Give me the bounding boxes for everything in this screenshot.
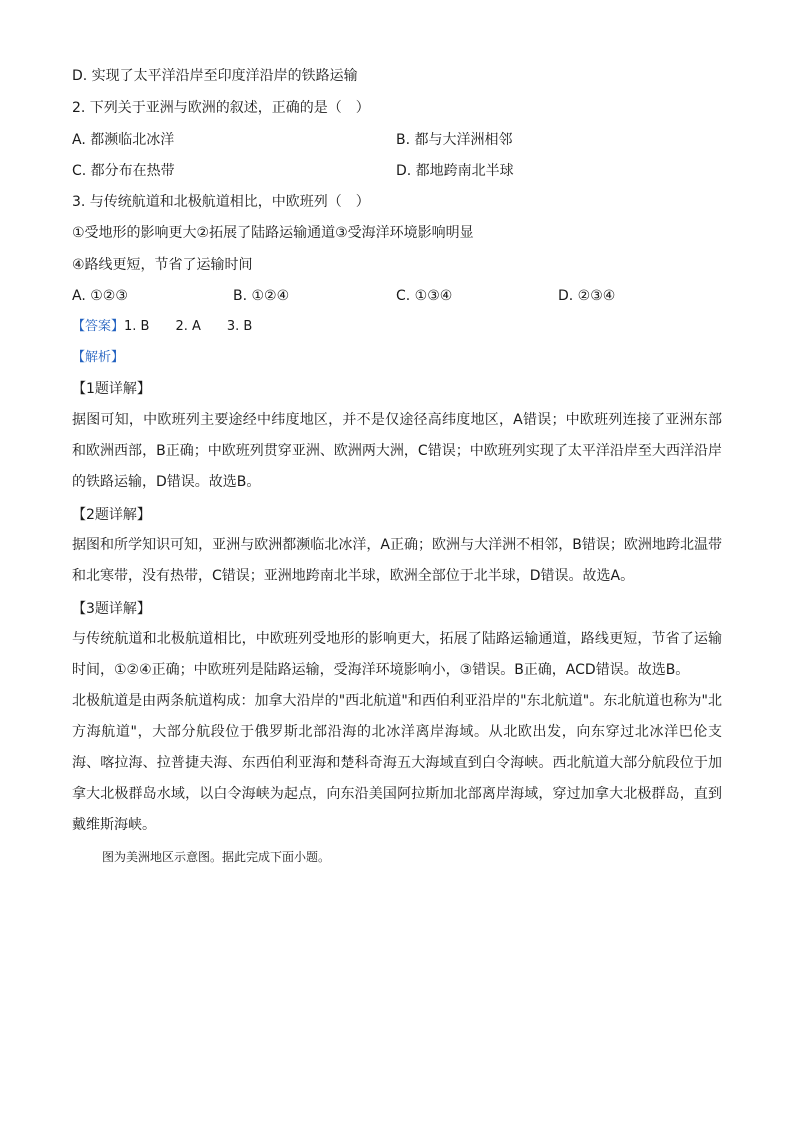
q2-option-a: A. 都濒临北冰洋 (72, 132, 175, 148)
analysis-label: 【解析】 (72, 350, 125, 365)
detail2-text: 据图和所学知识可知，亚洲与欧洲都濒临北冰洋，A正确；欧洲与大洋洲不相邻，B错误；欧洲地跨北温带和北寒带，没有热带，C错误；亚洲地跨南北半球，欧洲全部位于北半球，D错误。故选A。 (72, 537, 722, 584)
q3-option-a: A. ①②③ (72, 288, 128, 304)
q3-statements-line1: ①受地形的影响更大②拓展了陆路运输通道③受海洋环境影响明显 (72, 225, 474, 241)
q3-option-c: C. ①③④ (396, 288, 453, 304)
q3-statements-line2: ④路线更短，节省了运输时间 (72, 257, 253, 273)
q3-option-d: D. ②③④ (558, 288, 616, 304)
detail1-heading: 【1题详解】 (72, 381, 151, 397)
detail3-text: 与传统航道和北极航道相比，中欧班列受地形的影响更大，拓展了陆路运输通道，路线更短，节省了运输时间，①②④正确；中欧班列是陆路运输，受海洋环境影响小，③错误。B正确，ACD错误。故选B。 (72, 631, 722, 678)
q3-stem: 3. 与传统航道和北极航道相比，中欧班列（ ） (72, 194, 370, 210)
detail3-heading: 【3题详解】 (72, 601, 151, 617)
detail2-heading: 【2题详解】 (72, 507, 151, 523)
q1-option-d: D. 实现了太平洋沿岸至印度洋沿岸的铁路运输 (72, 68, 358, 84)
answer-label: 【答案】 (72, 319, 125, 334)
q2-stem: 2. 下列关于亚洲与欧洲的叙述，正确的是（ ） (72, 100, 370, 116)
answer-line (72, 317, 252, 337)
detail3-extra-text: 北极航道是由两条航道构成：加拿大沿岸的"西北航道"和西伯利亚沿岸的"东北航道"。东北航道也称为"北方海航道"，大部分航段位于俄罗斯北部沿海的北冰洋离岸海域。从北欧出发，向东穿过北冰洋巴伦支海、喀拉海、拉普捷夫海、东西伯利亚海和楚科奇海五大海域直到白令海峡。西北航道大部分航段位于加拿大北极群岛水域，以白令海峡为起点，向东沿美国阿拉斯加北部离岸海域，穿过加拿大北极群岛，直到戴维斯海峡。 (72, 693, 722, 833)
answer-text: 1. B 2. A 3. B (124, 319, 253, 334)
figure-caption: 图为美洲地区示意图。据此完成下面小题。 (102, 850, 331, 864)
detail1-text: 据图可知，中欧班列主要途经中纬度地区，并不是仅途径高纬度地区，A错误；中欧班列连接了亚洲东部和欧洲西部，B正确；中欧班列贯穿亚洲、欧洲两大洲，C错误；中欧班列实现了太平洋沿岸至大西洋沿岸的铁路运输，D错误。故选B。 (72, 412, 722, 490)
q3-option-b: B. ①②④ (233, 288, 290, 304)
q2-option-d: D. 都地跨南北半球 (396, 163, 514, 179)
q2-option-c: C. 都分布在热带 (72, 163, 175, 179)
q2-option-b: B. 都与大洋洲相邻 (396, 132, 513, 148)
